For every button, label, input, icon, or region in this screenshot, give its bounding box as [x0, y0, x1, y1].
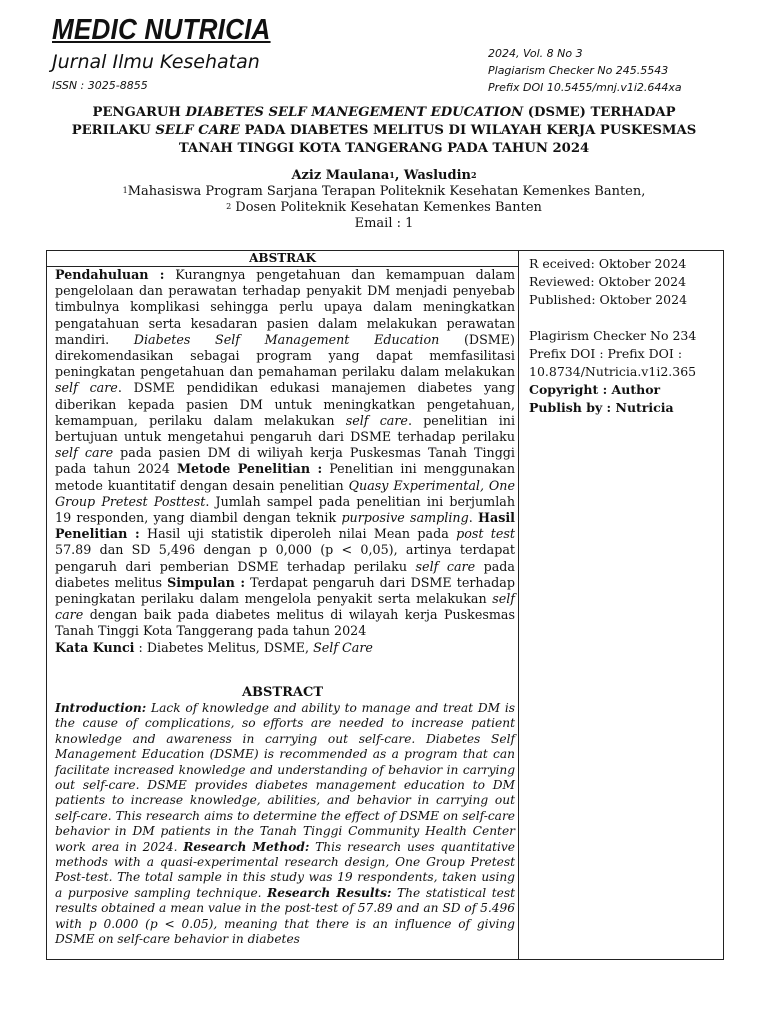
- published-date: Published: Oktober 2024: [529, 292, 688, 307]
- abstrak-heading: ABSTRAK: [249, 251, 316, 265]
- title-line-3: TANAH TINGGI KOTA TANGERANG PADA TAHUN 2024: [178, 141, 590, 156]
- affiliation-2: $^2$ Dosen Politeknik Kesehatan Kemenkes Banten: [226, 200, 542, 215]
- table-column-divider: [518, 250, 519, 960]
- spacer: [529, 309, 721, 327]
- author-block: [40, 168, 728, 232]
- prefix-doi-label: Prefix DOI : Prefix DOI :: [529, 346, 683, 361]
- reviewed-date: Reviewed: Oktober 2024: [529, 274, 687, 289]
- prefix-doi-info: Prefix DOI 10.5455/mnj.v1i2.644xa: [488, 81, 682, 94]
- title-line-2: PERILAKU SELF CARE PADA DIABETES MELITUS DI WILAYAH KERJA PUSKESMAS: [71, 123, 697, 138]
- received-date: R eceived: Oktober 2024: [529, 256, 687, 271]
- title-line-1: PENGARUH DIABETES SELF MANEGEMENT EDUCATION (DSME) TERHADAP: [92, 105, 676, 120]
- plagiarism-info: Plagiarism Checker No 245.5543: [488, 64, 669, 77]
- abstract-heading: ABSTRACT: [241, 685, 324, 700]
- journal-subtitle: Jurnal Ilmu Kesehatan: [52, 51, 260, 73]
- issn: ISSN : 3025-8855: [52, 79, 148, 92]
- article-history: [529, 255, 721, 417]
- affiliation-1: $^1$Mahasiswa Program Sarjana Terapan Politeknik Kesehatan Kemenkes Banten,: [122, 184, 646, 199]
- abstract-body: Introduction: Lack of knowledge and ability to manage and treat DM is the cause of complications, so efforts are needed to increase patient knowledge and awareness in carrying out self-care. Diabetes Self Management Education (DSME) is recommended as a program that can facilitate increased knowledge and understanding of behavior in carrying out self-care. DSME provides diabetes management education to DM patients to increase knowledge, abilities, and behavior in carrying out self-care. This research aims to determine the effect of DSME on self-care behavior in DM patients in the Tanah Tinggi Community Health Center work area in 2024. Research Method: This research uses quantitative methods with a quasi-experimental research design, One Group Pretest Post-test. The total sample in this study was 19 respondents, taken using a purposive sampling technique. Research Results: The statistical test results obtained a mean value in the post-test of 57.89 and an SD of 5.496 with p 0.000 (p < 0.05), meaning that there is an influence of giving DSME on self-care behavior in diabetes: [55, 701, 515, 947]
- publication-info: [488, 45, 682, 96]
- abstrak-body: Pendahuluan : Kurangnya pengetahuan dan kemampuan dalam pengelolaan dan perawatan terhadap penyakit DM menjadi penyebab timbulnya komplikasi sehingga perlu upaya dalam meningkatkan pengatahuan serta kesadaran pasien dalam melakukan perawatan mandiri. Diabetes Self Management Education (DSME) direkomendasikan sebagai program yang dapat memfasilitasi peningkatan pengetahuan dan pemahaman perilaku dalam melakukan self care. DSME pendidikan edukasi manajemen diabetes yang diberikan kepada pasien DM untuk meningkatkan pengetahuan, kemampuan, perilaku dalam melakukan self care. penelitian ini bertujuan untuk mengetahui pengaruh dari DSME terhadap perilaku self care pada pasien DM di wiliyah kerja Puskesmas Tanah Tinggi pada tahun 2024 Metode Penelitian : Penelitian ini menggunakan metode kuantitatif dengan desain penelitian Quasy Experimental, One Group Pretest Posttest. Jumlah sampel pada penelitian ini berjumlah 19 responden, yang diambil dengan teknik purposive sampling. Hasil Penelitian : Hasil uji statistik diperoleh nilai Mean pada post test 57.89 dan SD 5,496 dengan p 0,000 (p < 0,05), artinya terdapat pengaruh dari pemberian DSME terhadap perilaku self care pada diabetes melitus Simpulan : Terdapat pengaruh dari DSME terhadap peningkatan perilaku dalam mengelola penyakit serta melakukan self care dengan baik pada diabetes melitus di wilayah kerja Puskesmas Tanah Tinggi Kota Tanggerang pada tahun 2024 Kata Kunci : Diabetes Melitus, DSME, Self Care: [55, 267, 515, 655]
- volume-info: 2024, Vol. 8 No 3: [488, 47, 583, 60]
- prefix-doi-value: 10.8734/Nutricia.v1i2.365: [529, 364, 697, 379]
- article-title: [40, 104, 728, 158]
- copyright: Copyright : Author: [529, 382, 661, 397]
- publisher: Publish by : Nutricia: [529, 400, 674, 415]
- journal-title: MEDIC NUTRICIA: [52, 14, 271, 46]
- author-names: Aziz Maulana$^1$, Wasludin$^2$: [291, 168, 477, 183]
- author-email: Email : 1: [354, 216, 414, 231]
- plagiarism-checker: Plagirism Checker No 234: [529, 328, 697, 343]
